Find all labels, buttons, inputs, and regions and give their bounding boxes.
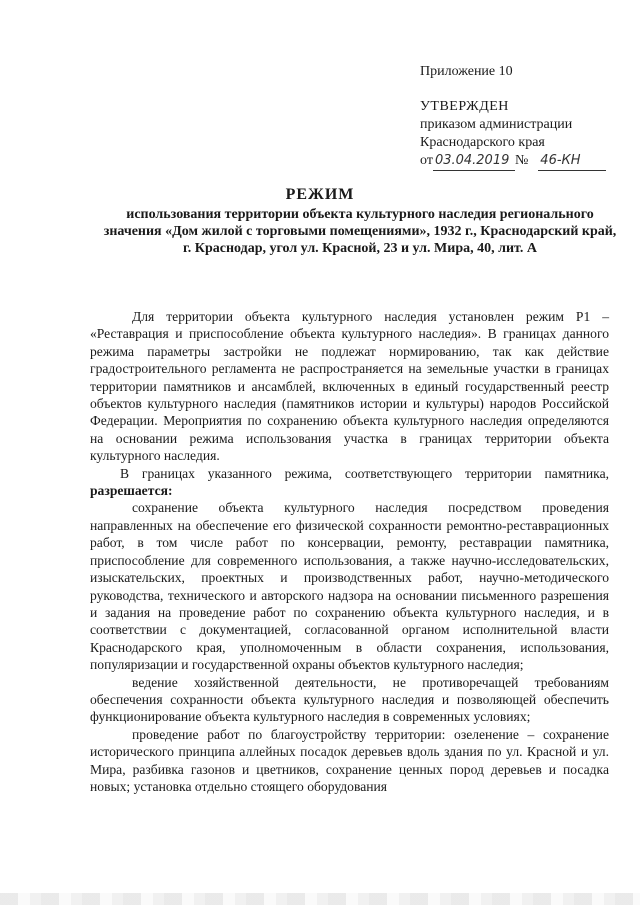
document-body: [90, 308, 609, 795]
paragraph-regime: Для территории объекта культурного наследия установлен режим Р1 – «Реставрация и приспособление объекта культурного наследия». В границах данного режима параметры застройки не подлежат нормированию, так как действие градостроительного регламента не распространяется на земельные участки в границах территории памятников и ансамблей, включенных в единый государственный реестр объектов культурного наследия (памятников истории и культуры) народов Российской Федерации. Мероприятия по сохранению объекта культурного наследия определяются на основании режима использования участка в границах территории объекта культурного наследия.: [90, 309, 609, 464]
number-prefix: №: [514, 153, 529, 168]
allowed-intro: В границах указанного режима, соответствующего территории памятника,: [120, 465, 609, 481]
approval-line-2: Краснодарского края: [420, 135, 545, 150]
approved-heading: УТВЕРЖДЕН: [420, 99, 509, 114]
handwritten-number: 46-КН: [538, 152, 606, 171]
appendix-label: Приложение 10: [420, 64, 513, 79]
approval-line-1: приказом администрации: [420, 117, 573, 132]
document-subtitle: использования территории объекта культурного наследия регионального значения «Дом жилой с торговыми помещениями», 1932 г., Краснодарский край, г. Краснодар, угол ул. Красной, 23 и ул. Мира, 40, лит. А: [103, 207, 617, 256]
date-prefix: от: [420, 153, 433, 168]
approval-block: [420, 98, 606, 171]
paragraph-allowed: [90, 465, 609, 500]
paragraph-landscaping: проведение работ по благоустройству территории: озеленение – сохранение исторического принципа аллейных посадок деревьев вдоль здания по ул. Красной и ул. Мира, разбивка газонов и цветников, сохранение ценных пород деревьев и посадка новых; установка отдельно стоящего оборудования: [90, 726, 609, 794]
scan-artifact-strip: [0, 893, 640, 905]
handwritten-date: 03.04.2019: [433, 152, 515, 171]
paragraph-preservation: сохранение объекта культурного наследия посредством проведения направленных на обеспечение его физической сохранности ремонтно-реставрационных работ, в том числе работ по консервации, ремонту, реставрации памятника, приспособление для современного использования, а также научно-исследовательских, изыскательских, проектных и производственных работ, научно-методического руководства, технического и авторского надзора на основании письменного разрешения и задания на проведение работ по сохранению объекта культурного наследия, и в соответствии с документацией, согласованной органом исполнительной власти Краснодарского края, уполномоченным в области сохранения, использования, популяризации и государственной охраны объектов культурного наследия;: [90, 500, 609, 673]
date-number-line: [420, 152, 606, 171]
paragraph-economic: ведение хозяйственной деятельности, не противоречащей требованиям обеспечения сохранности объекта культурного наследия и позволяющей обеспечить функционирование объекта культурного наследия в современных условиях;: [90, 674, 609, 725]
allowed-keyword: разрешается:: [90, 483, 173, 499]
document-title: РЕЖИМ: [285, 186, 355, 203]
